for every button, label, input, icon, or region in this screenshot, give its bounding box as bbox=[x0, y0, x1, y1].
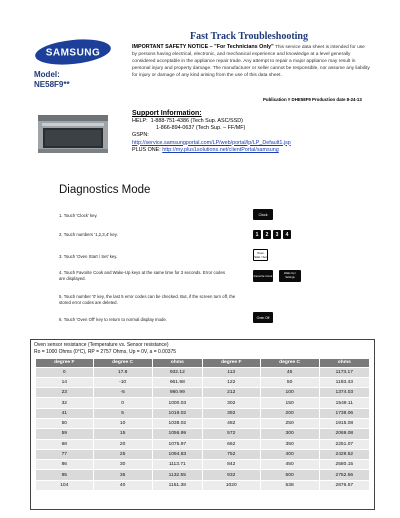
safety-notice bbox=[132, 44, 370, 80]
help-phone-1: 1-888-751-4386 (Tech Sup. ASC/SSD) bbox=[150, 118, 243, 124]
table-cell: 961.98 bbox=[152, 377, 202, 387]
table-cell: 14 bbox=[36, 377, 94, 387]
table-cell: 662 bbox=[202, 439, 260, 449]
table-cell: 980.99 bbox=[152, 388, 202, 398]
samsung-logo bbox=[34, 38, 112, 66]
gspn-link[interactable]: http://service.samsungportal.com/LP/web/portal/lp/LP_Default1.jsp bbox=[132, 139, 291, 146]
table-cell: 1038.02 bbox=[152, 418, 202, 428]
table-cell: 302 bbox=[202, 398, 260, 408]
table-row bbox=[36, 398, 370, 408]
table-cell: 200 bbox=[260, 408, 319, 418]
table-cell: 77 bbox=[36, 449, 94, 459]
oven-off-button[interactable]: Oven Off bbox=[253, 312, 273, 323]
table-cell: 35 bbox=[93, 470, 152, 480]
table-cell: 59 bbox=[36, 429, 94, 439]
number-2-button[interactable]: 2 bbox=[263, 230, 271, 239]
wake-up-button[interactable]: Wake Up / Settings bbox=[279, 270, 301, 282]
resistance-caption: Oven sensor resistance (Temperature vs. Sensor resistance) bbox=[34, 342, 169, 348]
page-title: Fast Track Troubleshooting bbox=[190, 31, 308, 42]
table-cell: 1094.83 bbox=[152, 449, 202, 459]
gspn-label: GSPN: bbox=[132, 132, 149, 139]
table-cell: -10 bbox=[93, 377, 152, 387]
table-cell: 1173.17 bbox=[319, 367, 369, 377]
table-cell: 842 bbox=[202, 460, 260, 470]
table-cell: 2876.57 bbox=[319, 480, 369, 490]
table-cell: 17.8 bbox=[93, 367, 152, 377]
table-row bbox=[36, 388, 370, 398]
table-cell: 2069.08 bbox=[319, 429, 369, 439]
table-row bbox=[36, 449, 370, 459]
table-cell: 1113.71 bbox=[152, 460, 202, 470]
diagnostics-title: Diagnostics Mode bbox=[59, 184, 151, 196]
table-cell: 2429.52 bbox=[319, 449, 369, 459]
table-row bbox=[36, 367, 370, 377]
table-cell: 1132.55 bbox=[152, 470, 202, 480]
table-row bbox=[36, 470, 370, 480]
table-cell: 45 bbox=[260, 367, 319, 377]
table-cell: 212 bbox=[202, 388, 260, 398]
number-3-button[interactable]: 3 bbox=[273, 230, 281, 239]
resistance-table bbox=[35, 358, 370, 491]
table-cell: 1075.97 bbox=[152, 439, 202, 449]
table-row bbox=[36, 377, 370, 387]
step-1: 1. Touch 'Clock' key. bbox=[59, 213, 98, 218]
table-cell: 1374.03 bbox=[319, 388, 369, 398]
oven-image bbox=[34, 114, 112, 154]
support-heading: Support Information: bbox=[132, 110, 202, 117]
table-row bbox=[36, 429, 370, 439]
table-cell: 1193.43 bbox=[319, 377, 369, 387]
help-phone-2: 1-866-894-0637 (Tech Sup. – FF/MF) bbox=[156, 125, 246, 132]
table-cell: 350 bbox=[260, 439, 319, 449]
support-info bbox=[132, 110, 382, 154]
table-cell: 2580.15 bbox=[319, 460, 369, 470]
table-cell: 1738.06 bbox=[319, 408, 369, 418]
table-row bbox=[36, 418, 370, 428]
plus-one-link[interactable]: http://my.plus1solutions.net/clientPortal/samsung bbox=[162, 146, 279, 153]
table-cell: 95 bbox=[36, 470, 94, 480]
table-cell: -5 bbox=[93, 388, 152, 398]
oven-start-button[interactable]: Oven Start / Set bbox=[254, 251, 267, 259]
table-cell: 86 bbox=[36, 460, 94, 470]
table-cell: 68 bbox=[36, 439, 94, 449]
table-cell: 25 bbox=[93, 449, 152, 459]
table-cell: 392 bbox=[202, 408, 260, 418]
table-cell: 2251.07 bbox=[319, 439, 369, 449]
publication-info: Publication # DHE58F9 Production date 8-24-13 bbox=[263, 97, 362, 102]
table-header-cell: ohms bbox=[152, 359, 202, 368]
table-cell: 932 bbox=[202, 470, 260, 480]
table-cell: 122 bbox=[202, 377, 260, 387]
model-number: NE58F9** bbox=[34, 80, 70, 89]
favorite-cook-button[interactable]: Favorite Cook bbox=[253, 270, 273, 282]
table-cell: 5 bbox=[93, 408, 152, 418]
table-row bbox=[36, 439, 370, 449]
table-cell: 15 bbox=[93, 429, 152, 439]
table-cell: 1056.99 bbox=[152, 429, 202, 439]
table-header-cell: degree C bbox=[93, 359, 152, 368]
table-header-cell: degree C bbox=[260, 359, 319, 368]
table-cell: 1000.03 bbox=[152, 398, 202, 408]
table-cell: 20 bbox=[93, 439, 152, 449]
step-5: 5. Touch number '0' key, the last 5 error codes can be checked. But, if the screen turn off, the stored error codes are deleted. bbox=[59, 294, 236, 305]
table-cell: 113 bbox=[202, 367, 260, 377]
plus-one-label: PLUS ONE: bbox=[132, 146, 161, 153]
step-3: 3. Touch 'Oven Start / Set' key. bbox=[59, 254, 118, 259]
table-cell: 32 bbox=[36, 398, 94, 408]
table-cell: 500 bbox=[260, 470, 319, 480]
table-header-cell: degree F bbox=[36, 359, 94, 368]
table-cell: 1915.08 bbox=[319, 418, 369, 428]
table-cell: 1019.02 bbox=[152, 408, 202, 418]
table-cell: 104 bbox=[36, 480, 94, 490]
table-cell: 450 bbox=[260, 460, 319, 470]
table-cell: 300 bbox=[260, 429, 319, 439]
step-6: 6. Touch 'Oven Off' key to return to normal display mode. bbox=[59, 317, 168, 322]
table-cell: 40 bbox=[93, 480, 152, 490]
table-cell: 1549.11 bbox=[319, 398, 369, 408]
model-label: Model: bbox=[34, 70, 60, 79]
number-4-button[interactable]: 4 bbox=[283, 230, 291, 239]
table-row bbox=[36, 460, 370, 470]
table-cell: 41 bbox=[36, 408, 94, 418]
table-header-cell: degree F bbox=[202, 359, 260, 368]
samsung-logo-text: SAMSUNG bbox=[45, 47, 101, 59]
table-cell: 482 bbox=[202, 418, 260, 428]
resistance-formula: Ro = 1000 Ohms (0°C), RP = 2757 Ohms, Up = 0V, a = 0.00375 bbox=[34, 349, 177, 355]
table-cell: 538 bbox=[260, 480, 319, 490]
safety-notice-heading: IMPORTANT SAFETY NOTICE – "For Technicians Only" bbox=[132, 44, 274, 50]
clock-button[interactable]: Clock bbox=[253, 209, 273, 220]
table-cell: 752 bbox=[202, 449, 260, 459]
table-cell: 572 bbox=[202, 429, 260, 439]
table-cell: 50 bbox=[36, 418, 94, 428]
table-cell: 932.12 bbox=[152, 367, 202, 377]
safety-notice-body: This service data sheet is intended for use by persons having electrical, electronic, and mechanical experience and knowledge at a level generally considered acceptable in the appliance repair trade. Any attempt to repair a major appliance may result in personal injury and property damage. The manufacturer or seller cannot be responsible, nor assume any liability for injury or damage of any kind arising from the use of this data sheet. bbox=[132, 45, 370, 78]
table-cell: 400 bbox=[260, 449, 319, 459]
number-1-button[interactable]: 1 bbox=[253, 230, 261, 239]
table-cell: 10 bbox=[93, 418, 152, 428]
table-cell: 30 bbox=[93, 460, 152, 470]
table-row bbox=[36, 408, 370, 418]
table-cell: 0 bbox=[36, 367, 94, 377]
step-4: 4. Touch Favorite Cook and Wake-Up keys at the same time for 3 seconds. Error codes are displayed. bbox=[59, 270, 225, 281]
table-cell: 23 bbox=[36, 388, 94, 398]
help-label: HELP: bbox=[132, 118, 148, 124]
table-cell: 1151.38 bbox=[152, 480, 202, 490]
table-cell: 2752.56 bbox=[319, 470, 369, 480]
table-cell: 0 bbox=[93, 398, 152, 408]
table-cell: 250 bbox=[260, 418, 319, 428]
table-cell: 50 bbox=[260, 377, 319, 387]
sensor-resistance-section bbox=[30, 339, 375, 510]
table-cell: 150 bbox=[260, 398, 319, 408]
table-header-cell: ohms bbox=[319, 359, 369, 368]
table-cell: 1020 bbox=[202, 480, 260, 490]
step-2: 2. Touch numbers '1,2,3,4' key. bbox=[59, 232, 118, 237]
table-cell: 100 bbox=[260, 388, 319, 398]
table-row bbox=[36, 480, 370, 490]
